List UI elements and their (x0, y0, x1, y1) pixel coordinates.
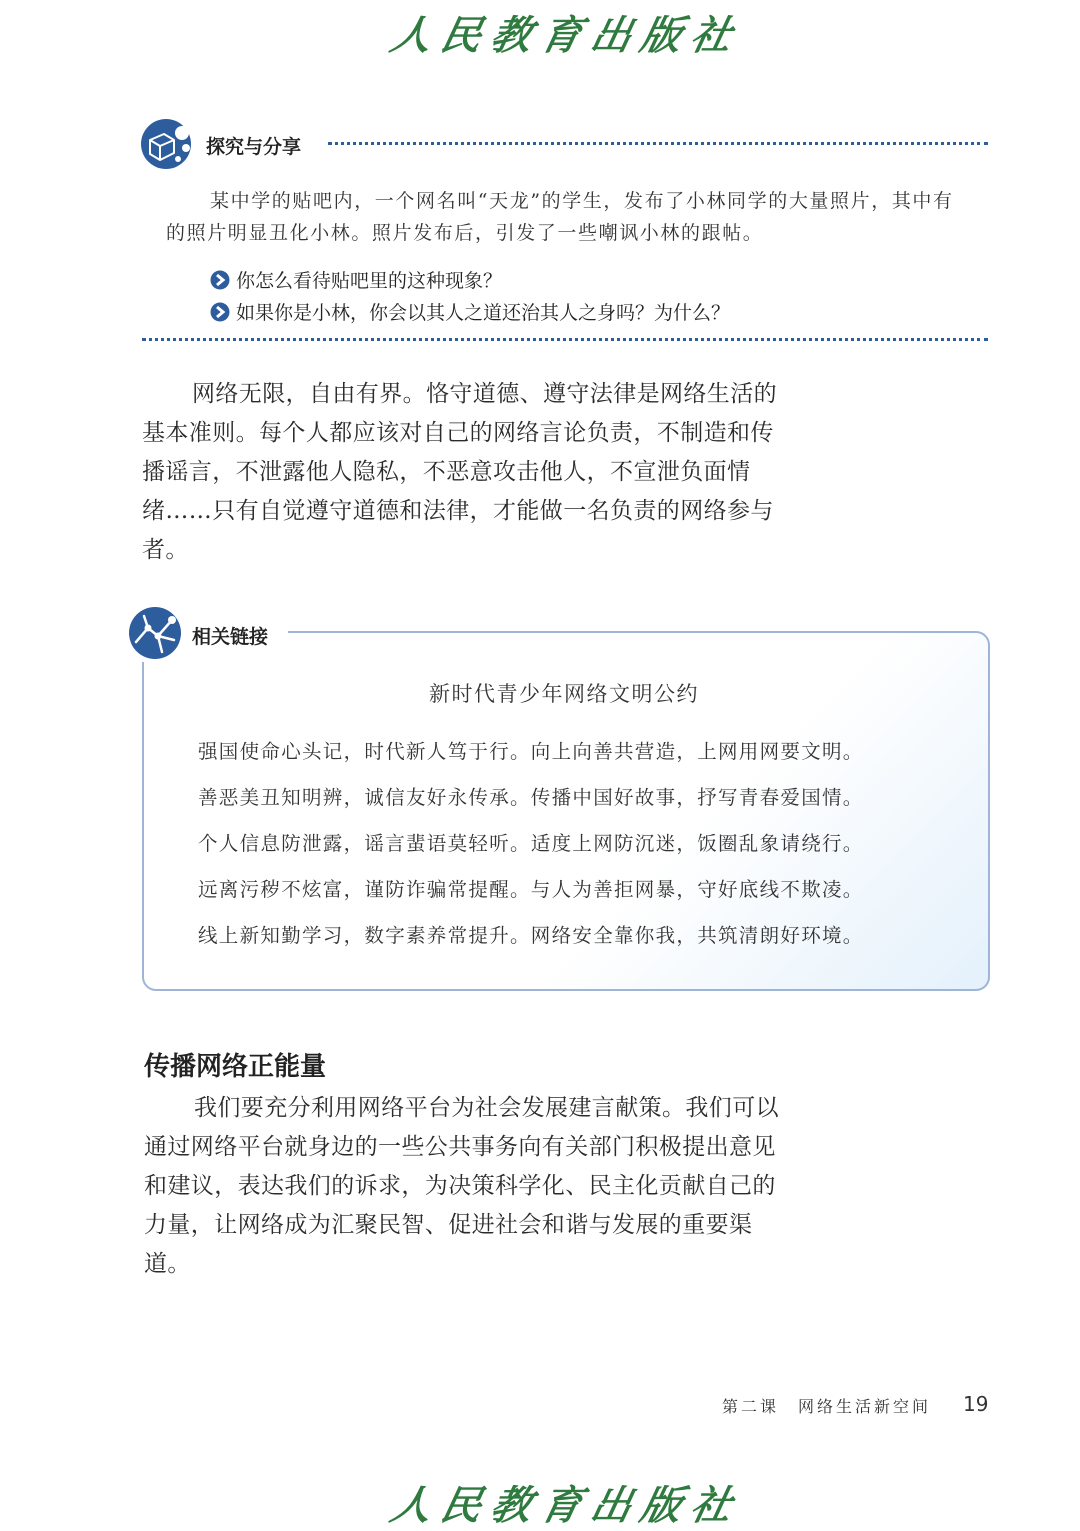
page-number: 19 (963, 1392, 989, 1416)
footer-lesson-title: 第二课 网络生活新空间 (722, 1397, 932, 1416)
publisher-logo-bottom: 人民教育出版社 (386, 1482, 747, 1529)
question-text: 你怎么看待贴吧里的这种现象？ (236, 270, 503, 292)
question-arrow-icon (210, 302, 230, 322)
question-text: 如果你是小林，你会以其人之道还治其人之身吗？为什么？ (236, 302, 731, 324)
question-item (210, 266, 502, 293)
convention-title: 新时代青少年网络文明公约 (429, 682, 699, 706)
related-link-icon (128, 606, 182, 660)
pledge-line: 强国使命心头记，时代新人笃于行。向上向善共营造，上网用网要文明。 (198, 740, 864, 763)
body-paragraph: 网络无限，自由有界。恪守道德、遵守法律是网络生活的基本准则。每个人都应该对自己的网络言论负责，不制造和传播谣言，不泄露他人隐私，不恶意攻击他人，不宣泄负面情绪……只有自觉遵守道德和法律，才能做一名负责的网络参与者。 (142, 381, 777, 563)
pledge-line: 善恶美丑知明辨，诚信友好永传承。传播中国好故事，抒写青春爱国情。 (198, 786, 864, 809)
question-item (210, 298, 730, 325)
pledge-line: 个人信息防泄露，谣言蜚语莫轻听。适度上网防沉迷，饭圈乱象请绕行。 (198, 832, 864, 855)
divider-dotted (328, 142, 988, 145)
question-arrow-icon (210, 270, 230, 290)
pledge-line: 线上新知勤学习，数字素养常提升。网络安全靠你我，共筑清朗好环境。 (198, 924, 864, 947)
pledge-line: 远离污秽不炫富，谨防诈骗常提醒。与人为善拒网暴，守好底线不欺凌。 (198, 878, 864, 901)
publisher-logo-top: 人民教育出版社 (386, 12, 747, 59)
section-heading: 传播网络正能量 (144, 1052, 327, 1082)
divider-dotted (142, 338, 988, 341)
section-paragraph: 我们要充分利用网络平台为社会发展建言献策。我们可以通过网络平台就身边的一些公共事务向有关部门积极提出意见和建议，表达我们的诉求，为决策科学化、民主化贡献自己的力量，让网络成为汇聚民智、促进社会和谐与发展的重要渠道。 (144, 1095, 779, 1277)
exploration-story: 某中学的贴吧内，一个网名叫“天龙”的学生，发布了小林同学的大量照片，其中有的照片明显丑化小林。照片发布后，引发了一些嘲讽小林的跟帖。 (166, 190, 954, 244)
exploration-icon (140, 116, 194, 170)
related-link-title: 相关链接 (192, 626, 269, 648)
exploration-title: 探究与分享 (206, 136, 302, 158)
